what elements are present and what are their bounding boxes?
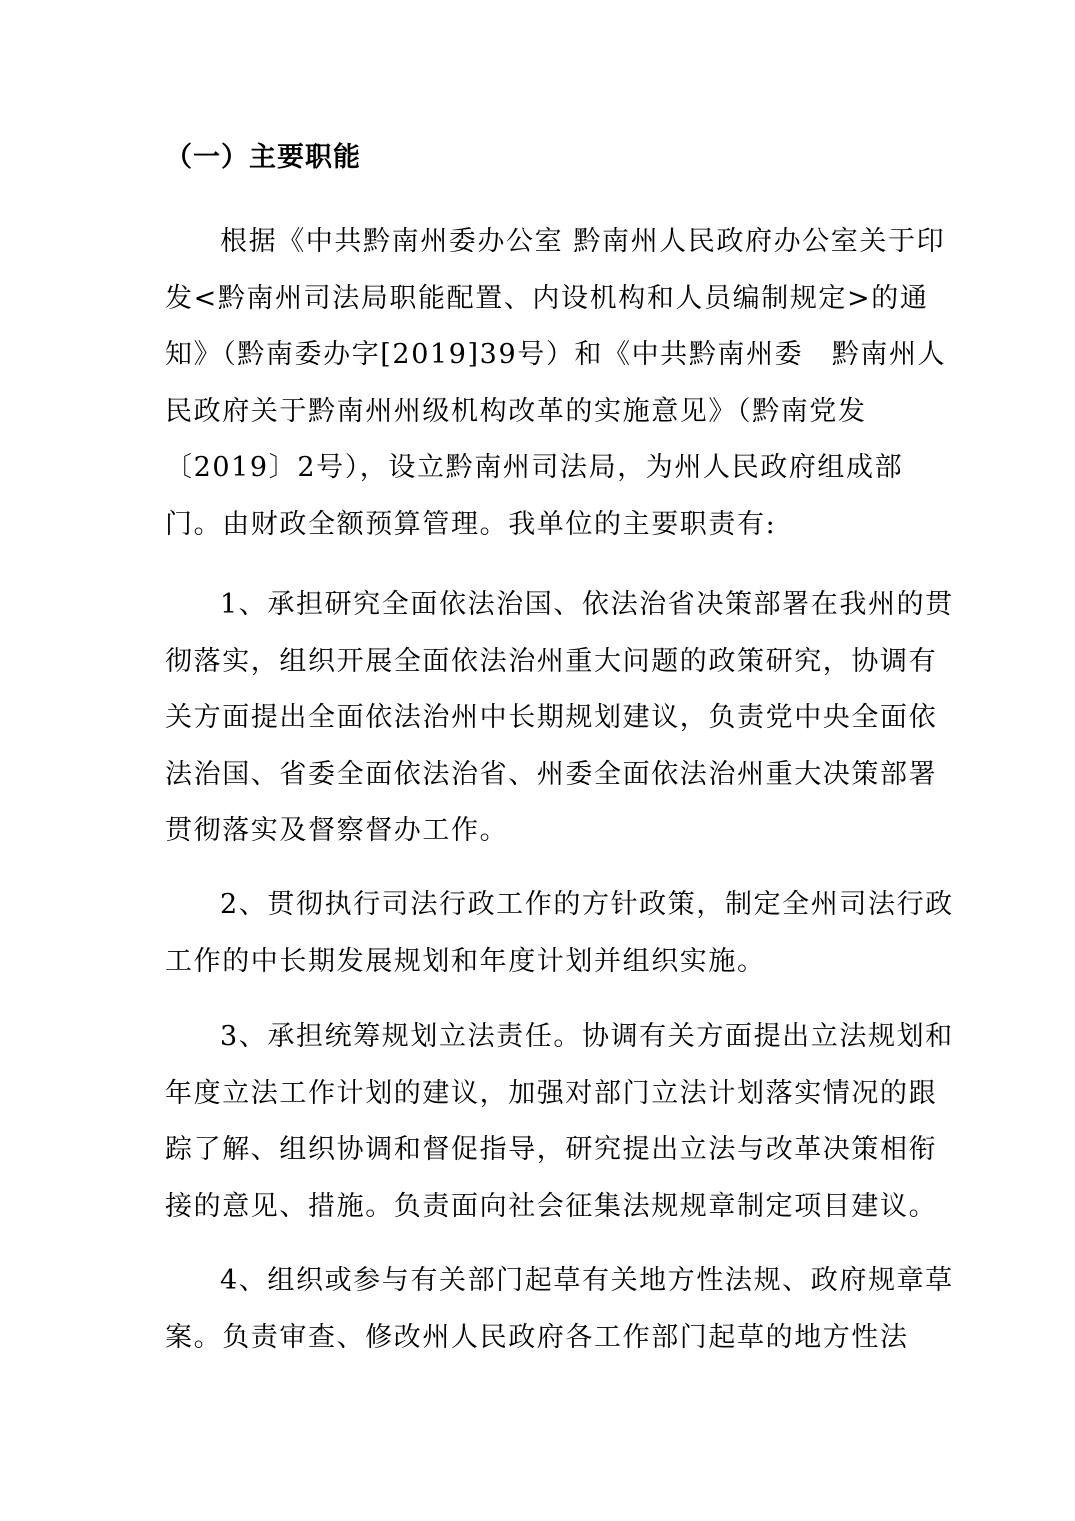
paragraph-line: 4、组织或参与有关部门起草有关地方性法规、政府规章草 [220,1265,954,1296]
paragraph-line: 3、承担统筹规划立法责任。协调有关方面提出立法规划和 [220,1021,954,1052]
paragraph-line: 年度立法工作计划的建议，加强对部门立法计划落实情况的跟 [165,1077,938,1109]
paragraph-line: 贯彻落实及督察督办工作。 [165,815,509,846]
paragraph-line: 工作的中长期发展规划和年度计划并组织实施。 [165,945,766,977]
paragraph-line: 踪了解、组织协调和督促指导，研究提出立法与改革决策相衔 [165,1134,938,1165]
intro-paragraph [165,214,947,553]
paragraph-line: 〔2019〕2号），设立黔南州司法局，为州人民政府组成部 [165,452,904,483]
paragraph-line: 彻落实，组织开展全面依法治州重大问题的政策研究，协调有 [165,645,938,677]
duty-item-1 [165,577,954,860]
paragraph-line: 法治国、省委全面依法治省、州委全面依法治州重大决策部署 [165,758,938,790]
duty-item-2 [165,877,954,990]
duty-item-4 [165,1253,954,1366]
section-heading: （一）主要职能 [165,142,361,173]
paragraph-line: 知》（黔南委办字[2019]39号）和《中共黔南州委 黔南州人 [165,339,947,370]
paragraph-line: 民政府关于黔南州州级机构改革的实施意见》（黔南党发 [165,395,867,427]
duty-item-3 [165,1009,954,1235]
paragraph-line: 案。负责审查、修改州人民政府各工作部门起草的地方性法 [165,1321,909,1353]
paragraph-line: 关方面提出全面依法治州中长期规划建议，负责党中央全面依 [165,702,938,733]
paragraph-line: 1、承担研究全面依法治国、依法治省决策部署在我州的贯 [220,589,954,620]
paragraph-line: 2、贯彻执行司法行政工作的方针政策，制定全州司法行政 [220,889,954,920]
paragraph-line: 根据《中共黔南州委办公室 黔南州人民政府办公室关于印 [220,226,946,257]
paragraph-line: 门。由财政全额预算管理。我单位的主要职责有: [165,508,777,540]
paragraph-line: 接的意见、措施。负责面向社会征集法规规章制定项目建议。 [165,1190,938,1222]
paragraph-line: 发<黔南州司法局职能配置、内设机构和人员编制规定>的通 [165,282,929,314]
